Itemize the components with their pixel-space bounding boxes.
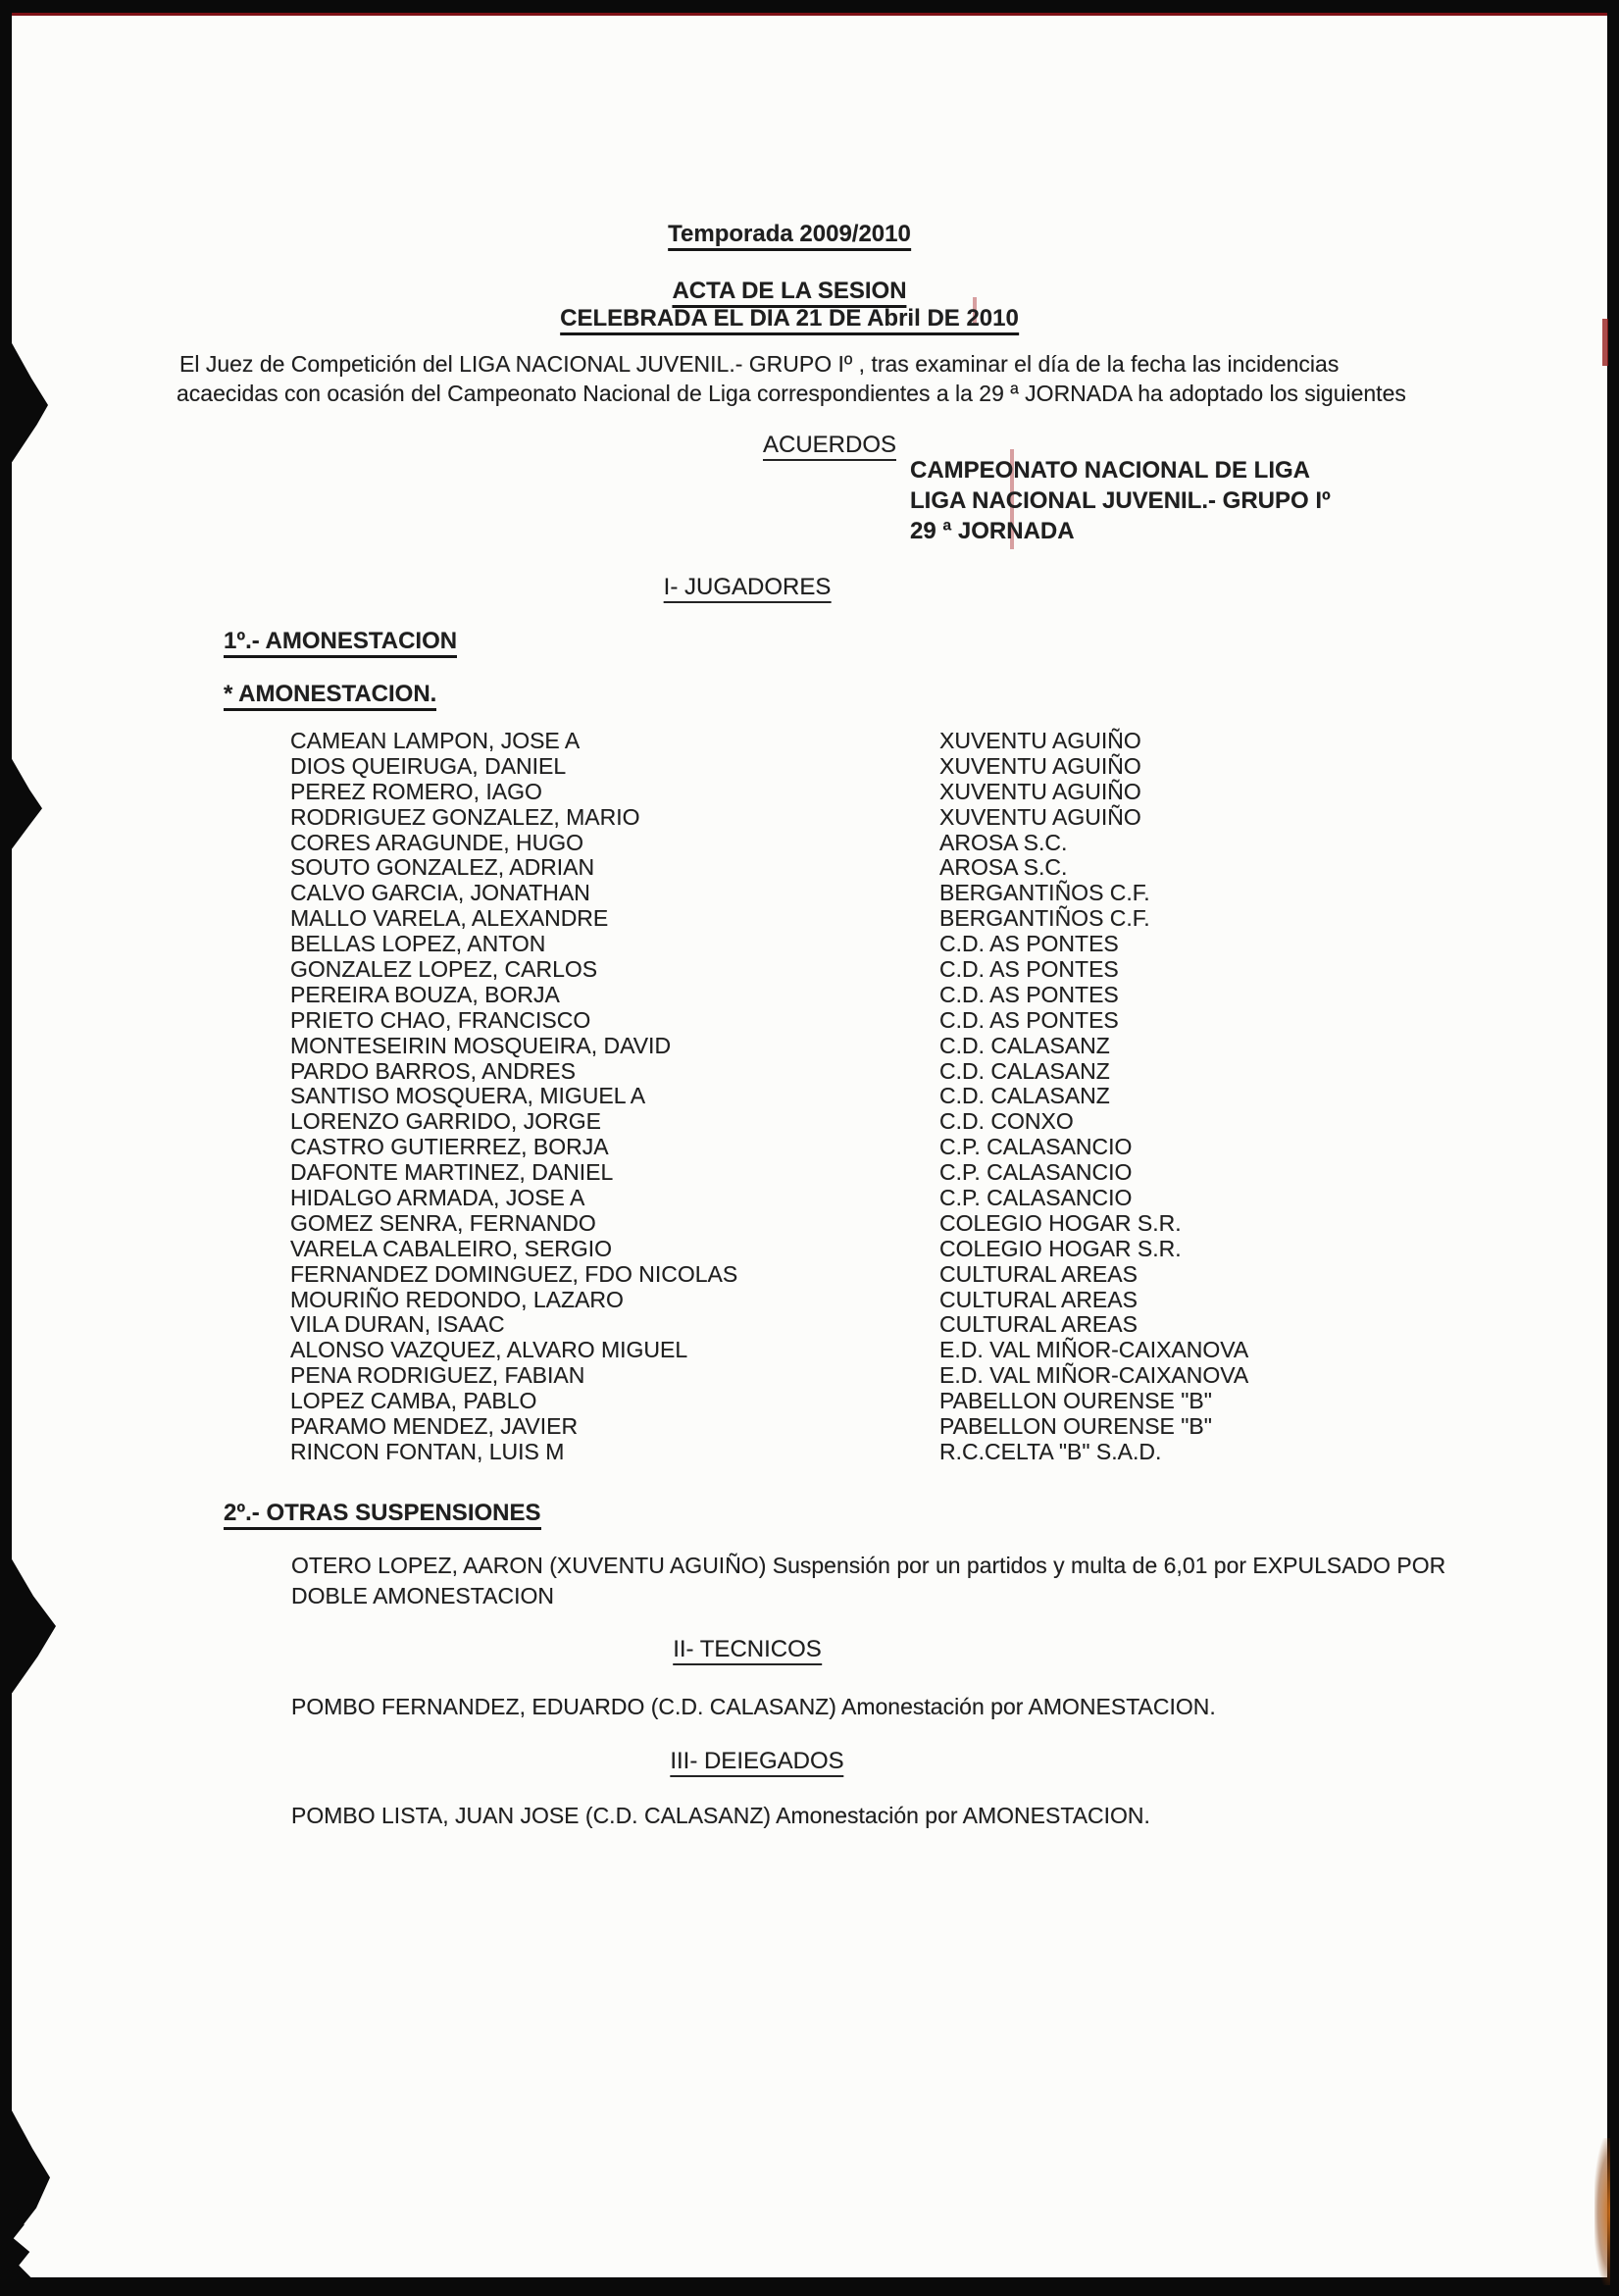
club-name: XUVENTU AGUIÑO <box>939 778 1141 804</box>
club-name: PABELLON OURENSE "B" <box>939 1413 1212 1440</box>
sanction-row <box>290 1160 1369 1186</box>
otras-suspensiones-line-1: OTERO LOPEZ, AARON (XUVENTU AGUIÑO) Suspensión por un partidos y multa de 6,01 por EXPULSADO POR <box>291 1553 1446 1578</box>
player-name: PENA RODRIGUEZ, FABIAN <box>290 1362 585 1389</box>
club-name: C.D. AS PONTES <box>939 956 1119 983</box>
club-name: XUVENTU AGUIÑO <box>939 803 1141 830</box>
delegados-sanction-text: POMBO LISTA, JUAN JOSE (C.D. CALASANZ) Amonestación por AMONESTACION. <box>291 1803 1150 1828</box>
player-name: MOURIÑO REDONDO, LAZARO <box>290 1286 624 1312</box>
club-name: C.D. CALASANZ <box>939 1032 1110 1058</box>
player-name: RODRIGUEZ GONZALEZ, MARIO <box>290 803 640 830</box>
club-name: E.D. VAL MIÑOR-CAIXANOVA <box>939 1337 1249 1363</box>
sanction-row <box>290 1211 1369 1237</box>
scan-color-streak <box>1602 319 1608 366</box>
player-name: DIOS QUEIRUGA, DANIEL <box>290 752 567 779</box>
player-name: PEREZ ROMERO, IAGO <box>290 778 542 804</box>
sanction-row <box>290 1059 1369 1085</box>
club-name: C.D. CALASANZ <box>939 1083 1110 1109</box>
club-name: AROSA S.C. <box>939 829 1068 855</box>
sanction-row <box>290 932 1369 957</box>
intro-paragraph-line-1: El Juez de Competición del LIGA NACIONAL JUVENIL.- GRUPO Iº , tras examinar el día de la fecha las incidencias <box>179 351 1340 377</box>
sanction-row <box>290 1312 1369 1338</box>
player-name: VARELA CABALEIRO, SERGIO <box>290 1235 613 1261</box>
scan-artifact-blob <box>11 1557 56 1695</box>
sanction-row <box>290 729 1369 754</box>
club-name: CULTURAL AREAS <box>939 1311 1138 1338</box>
club-name: BERGANTIÑOS C.F. <box>939 880 1150 906</box>
player-name: PARDO BARROS, ANDRES <box>290 1057 576 1084</box>
otras-suspensiones-line-2: DOBLE AMONESTACION <box>291 1583 554 1608</box>
scan-red-line <box>0 13 1619 16</box>
competition-block <box>910 455 1331 546</box>
sanction-row <box>290 906 1369 932</box>
club-name: R.C.CELTA "B" S.A.D. <box>939 1438 1162 1464</box>
sanction-row <box>290 983 1369 1008</box>
sanction-row <box>290 805 1369 831</box>
player-name: VILA DURAN, ISAAC <box>290 1311 505 1338</box>
player-name: GOMEZ SENRA, FERNANDO <box>290 1209 596 1236</box>
sanction-row <box>290 881 1369 906</box>
tecnicos-sanction-text: POMBO FERNANDEZ, EDUARDO (C.D. CALASANZ) Amonestación por AMONESTACION. <box>291 1694 1216 1719</box>
section-heading-delegados: III- DEIEGADOS <box>670 1748 843 1774</box>
club-name: CULTURAL AREAS <box>939 1260 1138 1287</box>
player-name: ALONSO VAZQUEZ, ALVARO MIGUEL <box>290 1337 688 1363</box>
player-name: CASTRO GUTIERREZ, BORJA <box>290 1134 609 1160</box>
sanction-row <box>290 1262 1369 1288</box>
sanction-row <box>290 1237 1369 1262</box>
sanction-row <box>290 1034 1369 1059</box>
player-name: PEREIRA BOUZA, BORJA <box>290 981 560 1007</box>
player-name: HIDALGO ARMADA, JOSE A <box>290 1185 585 1211</box>
document-title: ACTA DE LA SESION <box>672 278 906 304</box>
section-heading-jugadores: I- JUGADORES <box>664 574 832 600</box>
sanctions-list <box>290 729 1369 1465</box>
club-name: CULTURAL AREAS <box>939 1286 1138 1312</box>
club-name: COLEGIO HOGAR S.R. <box>939 1235 1182 1261</box>
document-subtitle: CELEBRADA EL DIA 21 DE Abril DE 2010 <box>560 305 1019 332</box>
club-name: PABELLON OURENSE "B" <box>939 1388 1212 1414</box>
scan-smudge <box>1594 2138 1610 2285</box>
sanction-row <box>290 1135 1369 1160</box>
club-name: C.D. CONXO <box>939 1108 1074 1135</box>
player-name: PARAMO MENDEZ, JAVIER <box>290 1413 579 1440</box>
subsection-heading-amonestacion: 1º.- AMONESTACION <box>224 628 457 654</box>
competition-line: 29 ª JORNADA <box>910 518 1075 544</box>
club-name: C.D. AS PONTES <box>939 981 1119 1007</box>
season-title: Temporada 2009/2010 <box>668 221 911 247</box>
sanction-row <box>290 1389 1369 1414</box>
scan-right-border <box>1607 0 1619 2296</box>
player-name: CORES ARAGUNDE, HUGO <box>290 829 584 855</box>
competition-line: LIGA NACIONAL JUVENIL.- GRUPO Iº <box>910 487 1331 514</box>
sanction-row <box>290 1084 1369 1109</box>
sanction-row <box>290 1338 1369 1363</box>
sanction-row <box>290 780 1369 805</box>
scan-bottom-border <box>0 2277 1619 2296</box>
sanction-row <box>290 1363 1369 1389</box>
club-name: COLEGIO HOGAR S.R. <box>939 1209 1182 1236</box>
club-name: XUVENTU AGUIÑO <box>939 728 1141 753</box>
player-name: MONTESEIRIN MOSQUEIRA, DAVID <box>290 1032 672 1058</box>
club-name: C.P. CALASANCIO <box>939 1134 1133 1160</box>
player-name: LOPEZ CAMBA, PABLO <box>290 1388 537 1414</box>
sanction-row <box>290 1186 1369 1211</box>
player-name: FERNANDEZ DOMINGUEZ, FDO NICOLAS <box>290 1260 738 1287</box>
club-name: E.D. VAL MIÑOR-CAIXANOVA <box>939 1362 1249 1389</box>
player-name: SOUTO GONZALEZ, ADRIAN <box>290 854 595 881</box>
sanction-row <box>290 1109 1369 1135</box>
sanction-row <box>290 1414 1369 1440</box>
sanction-row <box>290 855 1369 881</box>
scan-top-border <box>0 0 1619 13</box>
club-name: BERGANTIÑOS C.F. <box>939 905 1150 932</box>
player-name: CAMEAN LAMPON, JOSE A <box>290 728 581 753</box>
club-name: C.P. CALASANCIO <box>939 1159 1133 1186</box>
sanction-row <box>290 831 1369 856</box>
player-name: CALVO GARCIA, JONATHAN <box>290 880 590 906</box>
club-name: C.D. CALASANZ <box>939 1057 1110 1084</box>
club-name: XUVENTU AGUIÑO <box>939 752 1141 779</box>
player-name: LORENZO GARRIDO, JORGE <box>290 1108 601 1135</box>
sanction-row <box>290 957 1369 983</box>
subsection-subheading-amonestacion: * AMONESTACION. <box>224 681 436 707</box>
player-name: SANTISO MOSQUERA, MIGUEL A <box>290 1083 646 1109</box>
player-name: DAFONTE MARTINEZ, DANIEL <box>290 1159 614 1186</box>
sanction-row <box>290 1008 1369 1034</box>
player-name: PRIETO CHAO, FRANCISCO <box>290 1006 591 1033</box>
club-name: AROSA S.C. <box>939 854 1068 881</box>
player-name: MALLO VARELA, ALEXANDRE <box>290 905 609 932</box>
subsection-heading-otras-suspensiones: 2º.- OTRAS SUSPENSIONES <box>224 1500 541 1526</box>
player-name: BELLAS LOPEZ, ANTON <box>290 931 546 957</box>
club-name: C.P. CALASANCIO <box>939 1185 1133 1211</box>
player-name: RINCON FONTAN, LUIS M <box>290 1438 565 1464</box>
player-name: GONZALEZ LOPEZ, CARLOS <box>290 956 598 983</box>
scan-artifact-blob <box>11 341 48 464</box>
acuerdos-heading: ACUERDOS <box>763 432 896 458</box>
competition-line: CAMPEONATO NACIONAL DE LIGA <box>910 457 1311 484</box>
scan-left-border <box>0 0 12 2296</box>
sanction-row <box>290 1440 1369 1465</box>
sanction-row <box>290 754 1369 780</box>
sanction-row <box>290 1288 1369 1313</box>
scan-artifact-blob <box>11 757 42 850</box>
section-heading-tecnicos: II- TECNICOS <box>673 1636 822 1662</box>
club-name: C.D. AS PONTES <box>939 931 1119 957</box>
intro-paragraph-line-2: acaecidas con ocasión del Campeonato Nacional de Liga correspondientes a la 29 ª JORNADA ha adoptado los siguientes <box>177 381 1406 406</box>
club-name: C.D. AS PONTES <box>939 1006 1119 1033</box>
